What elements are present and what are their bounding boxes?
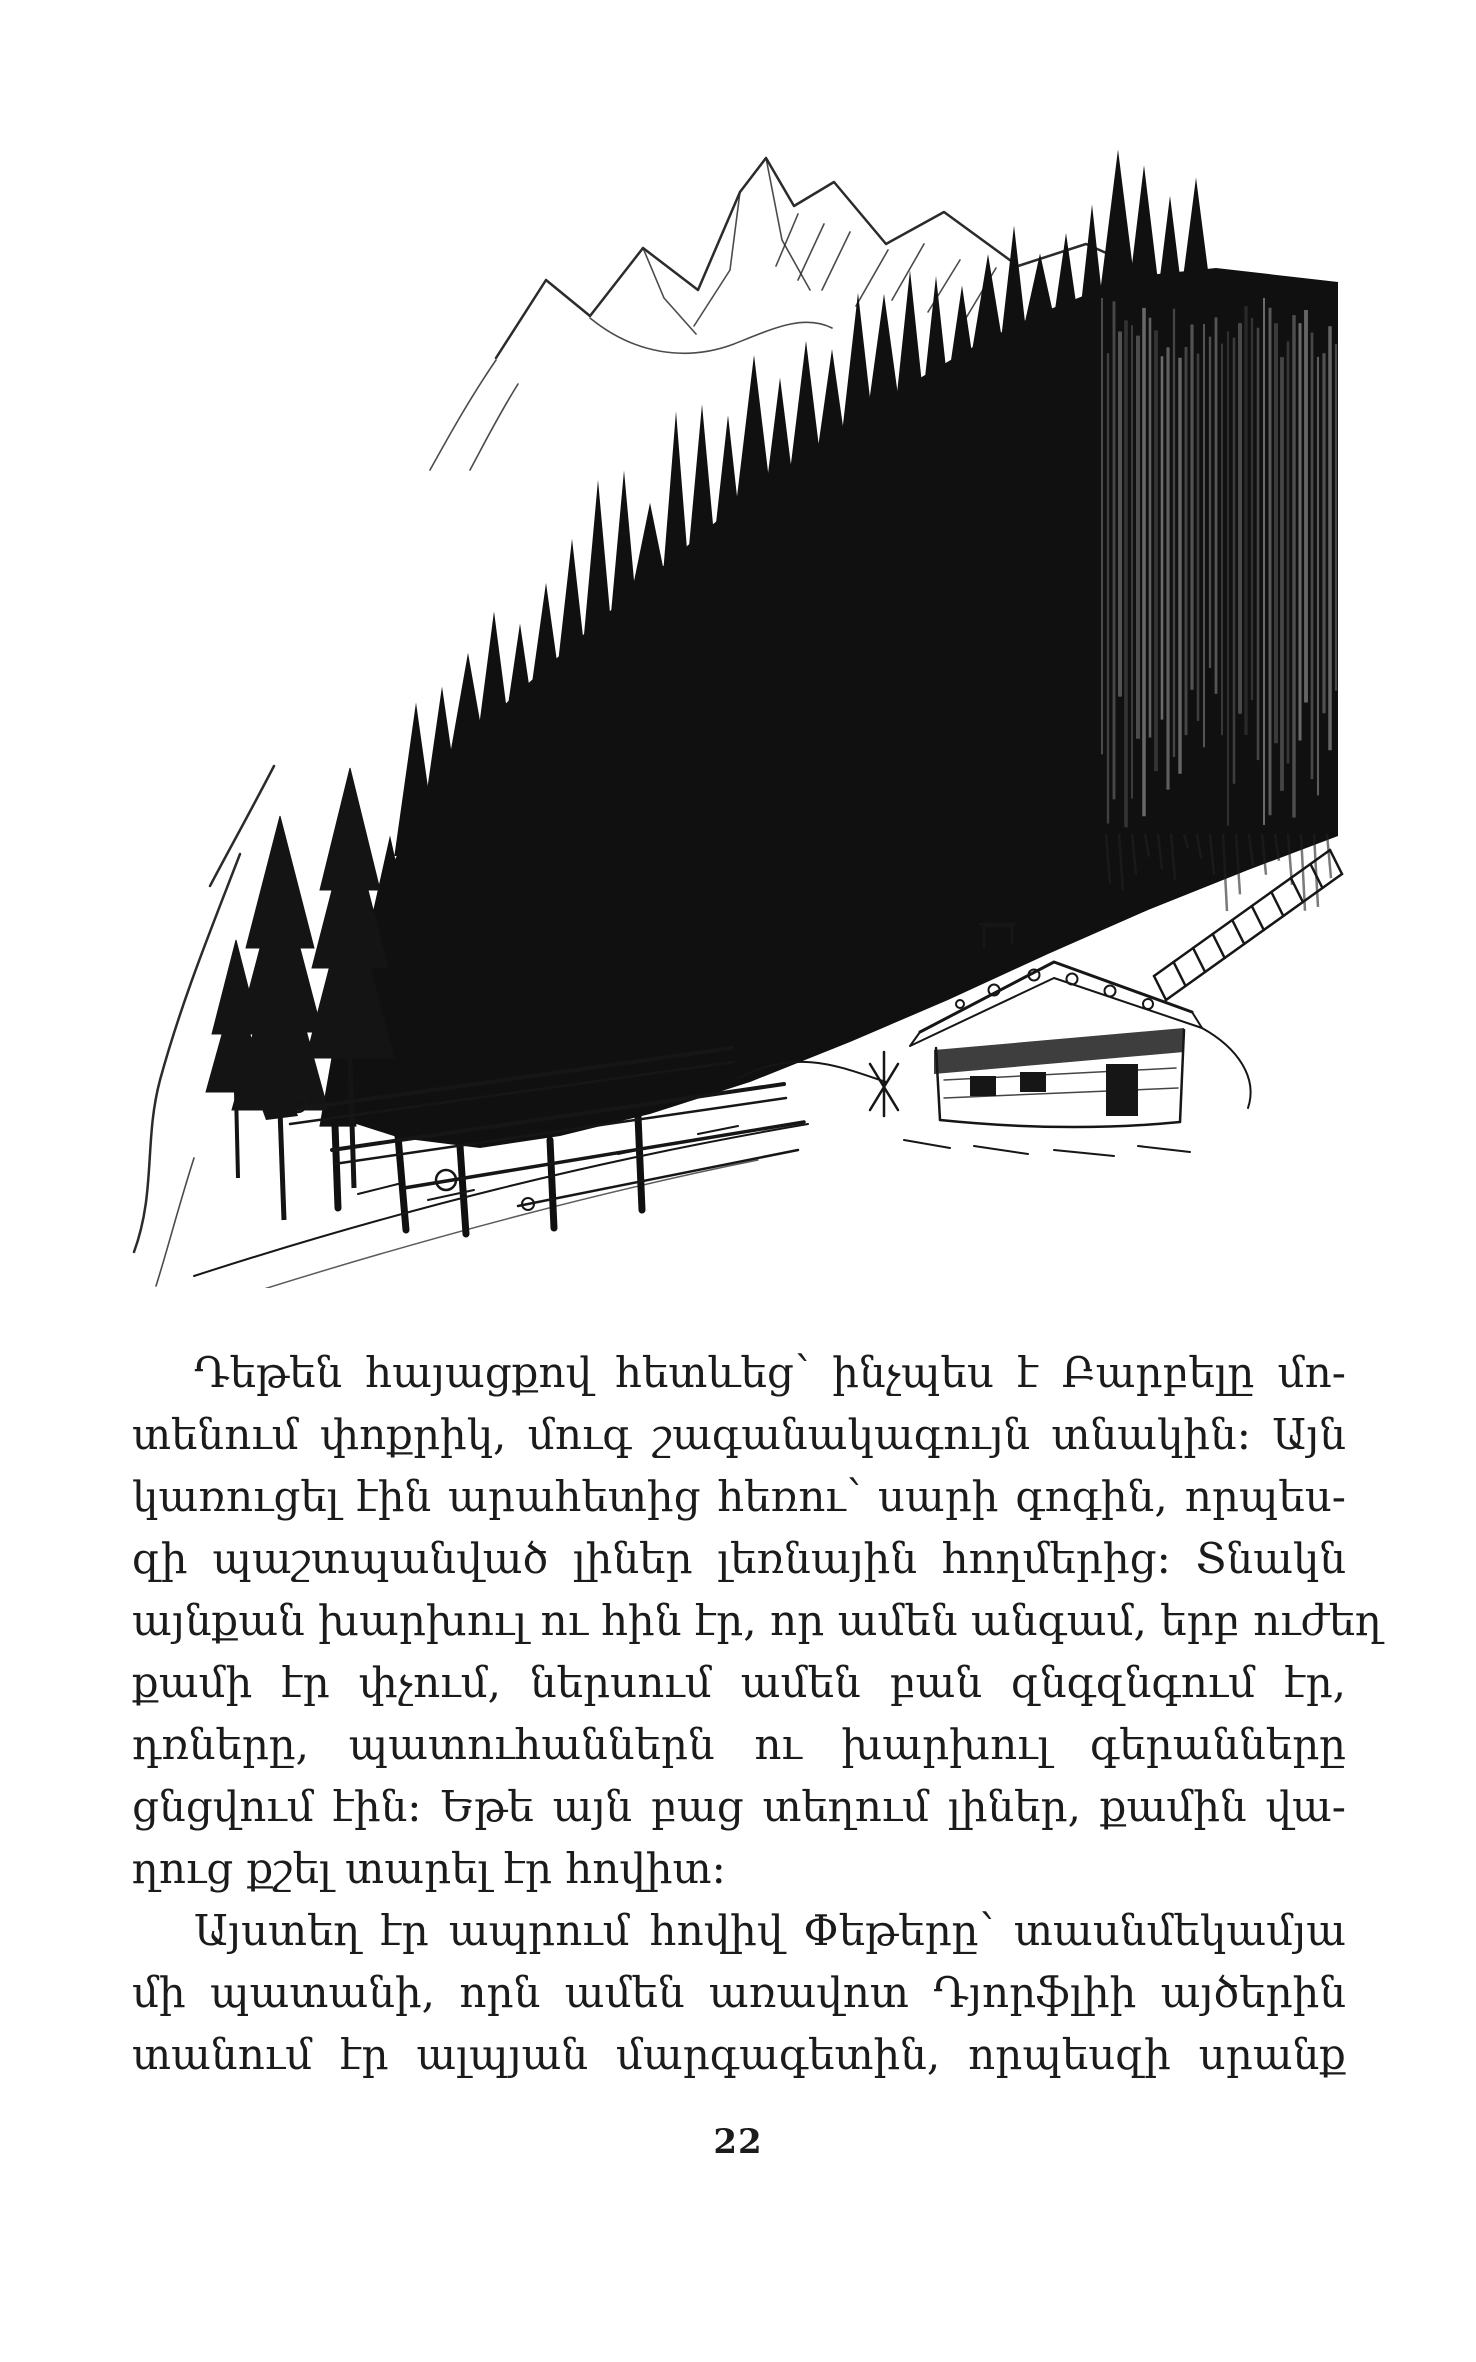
text-line: դռները, պատուհաններն ու խարխուլ գերանները: [132, 1720, 1346, 1769]
text-line: Այստեղ էր ապրում հովիվ Փեթերը՝ տասնմեկամյա: [194, 1906, 1346, 1955]
text-line: Դեթեն հայացքով հետևեց՝ ինչպես է Բարբելը մո-: [194, 1348, 1346, 1397]
text-line: մի պատանի, որն ամեն առավոտ Դյորֆլիի այծերին: [132, 1968, 1346, 2017]
text-block: [132, 1342, 1382, 2086]
spruce-trees: [206, 768, 394, 1220]
text-line: այնքան խարխուլ ու հին էր, որ ամեն անգամ, երբ ուժեղ: [132, 1596, 1382, 1645]
text-line: տանում էր ալպյան մարգագետին, որպեսզի սրանք: [132, 2030, 1346, 2079]
text-line: քամի էր փչում, ներսում ամեն բան զնգզնգում էր,: [132, 1658, 1346, 1707]
illustration: [98, 148, 1378, 1288]
forest: [206, 150, 1338, 1234]
text-line: ցնցվում էին։ Եթե այն բաց տեղում լիներ, քամին վա-: [132, 1782, 1346, 1831]
text-line: զի պաշտպանված լիներ լեռնային հողմերից։ Տնակն: [132, 1534, 1346, 1583]
text-line: ղուց քշել տարել էր հովիտ։: [132, 1844, 726, 1893]
text-line: տենում փոքրիկ, մուգ շագանակագույն տնակին։ Այն: [132, 1410, 1346, 1459]
page-number: 22: [713, 2122, 763, 2162]
text-line: կառուցել էին արահետից հեռու՝ սարի գոգին, որպես-: [132, 1472, 1346, 1521]
